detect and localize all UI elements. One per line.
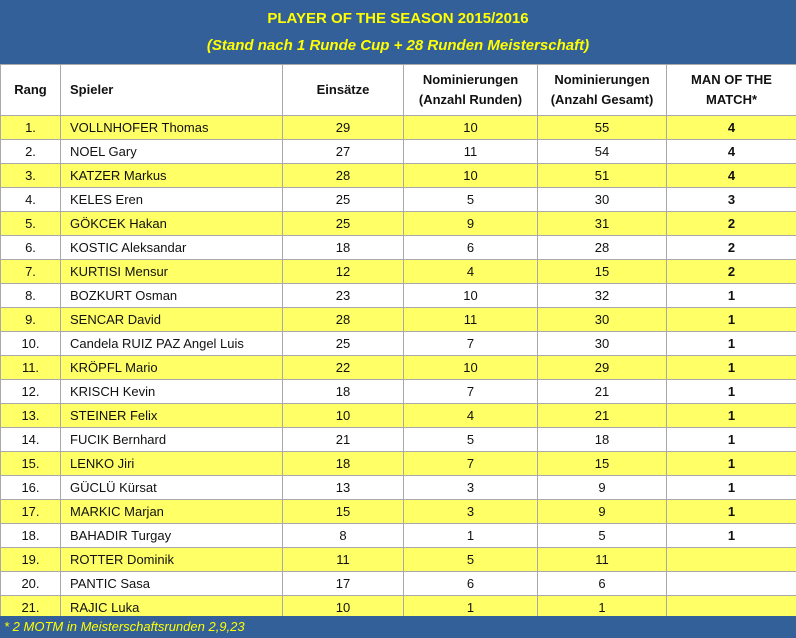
cell-einsaetze: 23 <box>283 284 404 308</box>
cell-man-of-the-match: 1 <box>667 452 796 476</box>
cell-rang: 19. <box>1 548 61 572</box>
cell-nominierungen-gesamt: 6 <box>538 572 667 596</box>
cell-rang: 2. <box>1 140 61 164</box>
header-nom-gesamt-line2: (Anzahl Gesamt) <box>550 92 654 107</box>
cell-nominierungen-gesamt: 5 <box>538 524 667 548</box>
cell-nominierungen-runden: 11 <box>404 140 538 164</box>
cell-rang: 4. <box>1 188 61 212</box>
sheet-subtitle: (Stand nach 1 Runde Cup + 28 Runden Meisterschaft) <box>0 34 796 64</box>
cell-nominierungen-gesamt: 28 <box>538 236 667 260</box>
cell-spieler: KOSTIC Aleksandar <box>61 236 283 260</box>
table-row <box>1 452 796 476</box>
cell-nominierungen-runden: 10 <box>404 164 538 188</box>
cell-nominierungen-runden: 9 <box>404 212 538 236</box>
cell-einsaetze: 17 <box>283 572 404 596</box>
cell-spieler: VOLLNHOFER Thomas <box>61 116 283 140</box>
header-nominierungen-gesamt <box>538 65 667 116</box>
cell-spieler: KRÖPFL Mario <box>61 356 283 380</box>
table-row <box>1 116 796 140</box>
cell-man-of-the-match: 1 <box>667 428 796 452</box>
cell-man-of-the-match: 3 <box>667 188 796 212</box>
cell-spieler: RAJIC Luka <box>61 596 283 620</box>
cell-einsaetze: 22 <box>283 356 404 380</box>
cell-nominierungen-runden: 11 <box>404 308 538 332</box>
cell-man-of-the-match <box>667 572 796 596</box>
cell-einsaetze: 28 <box>283 308 404 332</box>
cell-rang: 15. <box>1 452 61 476</box>
cell-spieler: GÖKCEK Hakan <box>61 212 283 236</box>
cell-nominierungen-runden: 3 <box>404 476 538 500</box>
cell-man-of-the-match: 4 <box>667 164 796 188</box>
cell-nominierungen-runden: 6 <box>404 572 538 596</box>
cell-einsaetze: 11 <box>283 548 404 572</box>
cell-spieler: Candela RUIZ PAZ Angel Luis <box>61 332 283 356</box>
header-man-of-the-match <box>667 65 796 116</box>
header-nom-runden-line1: Nominierungen <box>422 72 519 87</box>
cell-nominierungen-runden: 4 <box>404 260 538 284</box>
cell-spieler: NOEL Gary <box>61 140 283 164</box>
cell-rang: 11. <box>1 356 61 380</box>
cell-spieler: KURTISI Mensur <box>61 260 283 284</box>
cell-spieler: KELES Eren <box>61 188 283 212</box>
header-nom-gesamt-line1: Nominierungen <box>554 72 650 87</box>
table-row <box>1 572 796 596</box>
cell-rang: 5. <box>1 212 61 236</box>
cell-nominierungen-runden: 4 <box>404 404 538 428</box>
ranking-table <box>0 64 796 620</box>
cell-spieler: PANTIC Sasa <box>61 572 283 596</box>
cell-nominierungen-runden: 5 <box>404 548 538 572</box>
cell-man-of-the-match: 1 <box>667 404 796 428</box>
cell-spieler: STEINER Felix <box>61 404 283 428</box>
cell-rang: 8. <box>1 284 61 308</box>
cell-nominierungen-gesamt: 9 <box>538 500 667 524</box>
cell-einsaetze: 18 <box>283 380 404 404</box>
cell-nominierungen-runden: 3 <box>404 500 538 524</box>
cell-man-of-the-match: 4 <box>667 140 796 164</box>
table-row <box>1 332 796 356</box>
cell-nominierungen-runden: 10 <box>404 116 538 140</box>
cell-man-of-the-match: 2 <box>667 212 796 236</box>
cell-rang: 21. <box>1 596 61 620</box>
cell-nominierungen-gesamt: 15 <box>538 260 667 284</box>
cell-rang: 18. <box>1 524 61 548</box>
cell-man-of-the-match: 2 <box>667 260 796 284</box>
cell-nominierungen-runden: 10 <box>404 284 538 308</box>
cell-nominierungen-gesamt: 9 <box>538 476 667 500</box>
table-row <box>1 476 796 500</box>
table-row <box>1 404 796 428</box>
table-row <box>1 212 796 236</box>
header-motm-line2: MATCH* <box>705 92 758 107</box>
cell-nominierungen-runden: 7 <box>404 380 538 404</box>
cell-nominierungen-gesamt: 18 <box>538 428 667 452</box>
cell-rang: 17. <box>1 500 61 524</box>
cell-nominierungen-gesamt: 30 <box>538 188 667 212</box>
cell-spieler: BOZKURT Osman <box>61 284 283 308</box>
footnote: * 2 MOTM in Meisterschaftsrunden 2,9,23 <box>0 616 796 638</box>
cell-nominierungen-gesamt: 31 <box>538 212 667 236</box>
cell-einsaetze: 27 <box>283 140 404 164</box>
sheet-title: PLAYER OF THE SEASON 2015/2016 <box>0 0 796 34</box>
cell-spieler: BAHADIR Turgay <box>61 524 283 548</box>
cell-spieler: MARKIC Marjan <box>61 500 283 524</box>
cell-nominierungen-gesamt: 54 <box>538 140 667 164</box>
cell-nominierungen-gesamt: 1 <box>538 596 667 620</box>
table-row <box>1 524 796 548</box>
cell-spieler: LENKO Jiri <box>61 452 283 476</box>
cell-man-of-the-match: 1 <box>667 308 796 332</box>
cell-spieler: KATZER Markus <box>61 164 283 188</box>
table-row <box>1 380 796 404</box>
cell-einsaetze: 28 <box>283 164 404 188</box>
header-motm-line1: MAN OF THE <box>691 72 772 87</box>
header-nom-runden-line2: (Anzahl Runden) <box>418 92 523 107</box>
table-row <box>1 164 796 188</box>
cell-spieler: KRISCH Kevin <box>61 380 283 404</box>
cell-einsaetze: 25 <box>283 188 404 212</box>
table-row <box>1 260 796 284</box>
cell-nominierungen-gesamt: 21 <box>538 404 667 428</box>
cell-man-of-the-match: 2 <box>667 236 796 260</box>
cell-man-of-the-match: 1 <box>667 524 796 548</box>
cell-man-of-the-match: 1 <box>667 476 796 500</box>
header-row <box>1 65 796 116</box>
table-row <box>1 428 796 452</box>
table-row <box>1 356 796 380</box>
cell-nominierungen-gesamt: 55 <box>538 116 667 140</box>
cell-einsaetze: 15 <box>283 500 404 524</box>
cell-einsaetze: 10 <box>283 404 404 428</box>
cell-nominierungen-runden: 7 <box>404 452 538 476</box>
cell-einsaetze: 13 <box>283 476 404 500</box>
cell-rang: 10. <box>1 332 61 356</box>
cell-einsaetze: 25 <box>283 332 404 356</box>
cell-nominierungen-runden: 1 <box>404 596 538 620</box>
table-row <box>1 548 796 572</box>
table-row <box>1 188 796 212</box>
cell-rang: 13. <box>1 404 61 428</box>
cell-rang: 9. <box>1 308 61 332</box>
header-nominierungen-runden <box>404 65 538 116</box>
cell-nominierungen-gesamt: 30 <box>538 332 667 356</box>
cell-rang: 1. <box>1 116 61 140</box>
header-spieler: Spieler <box>61 65 283 116</box>
cell-spieler: ROTTER Dominik <box>61 548 283 572</box>
cell-rang: 14. <box>1 428 61 452</box>
cell-rang: 16. <box>1 476 61 500</box>
cell-nominierungen-gesamt: 29 <box>538 356 667 380</box>
cell-nominierungen-gesamt: 11 <box>538 548 667 572</box>
cell-rang: 3. <box>1 164 61 188</box>
table-row <box>1 308 796 332</box>
table-row <box>1 236 796 260</box>
cell-rang: 7. <box>1 260 61 284</box>
cell-einsaetze: 25 <box>283 212 404 236</box>
cell-nominierungen-runden: 6 <box>404 236 538 260</box>
cell-einsaetze: 10 <box>283 596 404 620</box>
cell-einsaetze: 18 <box>283 236 404 260</box>
header-rang: Rang <box>1 65 61 116</box>
cell-nominierungen-gesamt: 15 <box>538 452 667 476</box>
cell-nominierungen-gesamt: 21 <box>538 380 667 404</box>
cell-man-of-the-match: 4 <box>667 116 796 140</box>
cell-nominierungen-gesamt: 32 <box>538 284 667 308</box>
cell-nominierungen-runden: 1 <box>404 524 538 548</box>
cell-nominierungen-gesamt: 51 <box>538 164 667 188</box>
table-row <box>1 500 796 524</box>
cell-rang: 20. <box>1 572 61 596</box>
cell-rang: 6. <box>1 236 61 260</box>
cell-spieler: FUCIK Bernhard <box>61 428 283 452</box>
cell-einsaetze: 21 <box>283 428 404 452</box>
cell-man-of-the-match <box>667 548 796 572</box>
cell-spieler: GÜCLÜ Kürsat <box>61 476 283 500</box>
cell-nominierungen-runden: 10 <box>404 356 538 380</box>
cell-einsaetze: 29 <box>283 116 404 140</box>
cell-nominierungen-runden: 5 <box>404 188 538 212</box>
header-einsaetze: Einsätze <box>283 65 404 116</box>
cell-rang: 12. <box>1 380 61 404</box>
cell-man-of-the-match: 1 <box>667 380 796 404</box>
table-row <box>1 140 796 164</box>
cell-man-of-the-match: 1 <box>667 356 796 380</box>
cell-einsaetze: 8 <box>283 524 404 548</box>
cell-man-of-the-match: 1 <box>667 332 796 356</box>
cell-nominierungen-gesamt: 30 <box>538 308 667 332</box>
cell-man-of-the-match: 1 <box>667 500 796 524</box>
cell-spieler: SENCAR David <box>61 308 283 332</box>
table-row <box>1 284 796 308</box>
cell-einsaetze: 12 <box>283 260 404 284</box>
cell-einsaetze: 18 <box>283 452 404 476</box>
cell-nominierungen-runden: 7 <box>404 332 538 356</box>
cell-nominierungen-runden: 5 <box>404 428 538 452</box>
cell-man-of-the-match: 1 <box>667 284 796 308</box>
